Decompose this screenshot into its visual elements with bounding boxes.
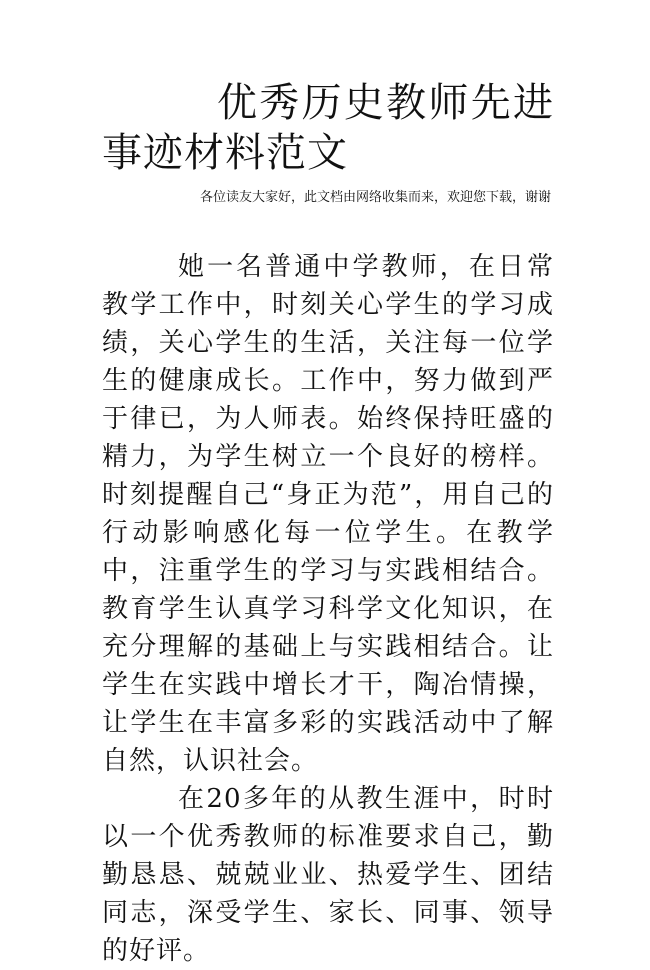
document-title: 优秀历史教师先进事迹材料范文 [102,80,554,176]
body-paragraph: 她一名普通中学教师，在日常教学工作中，时刻关心学生的学习成绩，关心学生的生活，关注每一位学生的健康成长。工作中，努力做到严于律已，为人师表。始终保持旺盛的精力，为学生树立一个良好的榜样。时刻提醒自己“身正为范”，用自己的行动影响感化每一位学生。在教学中，注重学生的学习与实践相结合。教育学生认真学习科学文化知识，在充分理解的基础上与实践相结合。让学生在实践中增长才干，陶冶情操，让学生在丰富多彩的实践活动中了解自然，认识社会。 [102,252,554,776]
body-paragraph: 在20多年的从教生涯中，时时以一个优秀教师的标准要求自己，勤勤恳恳、兢兢业业、热爱学生、团结同志，深受学生、家长、同事、领导的好评。 [102,784,554,966]
document-body [102,248,554,970]
download-note: 各位读友大家好，此文档由网络收集而来，欢迎您下载，谢谢 [199,190,551,205]
